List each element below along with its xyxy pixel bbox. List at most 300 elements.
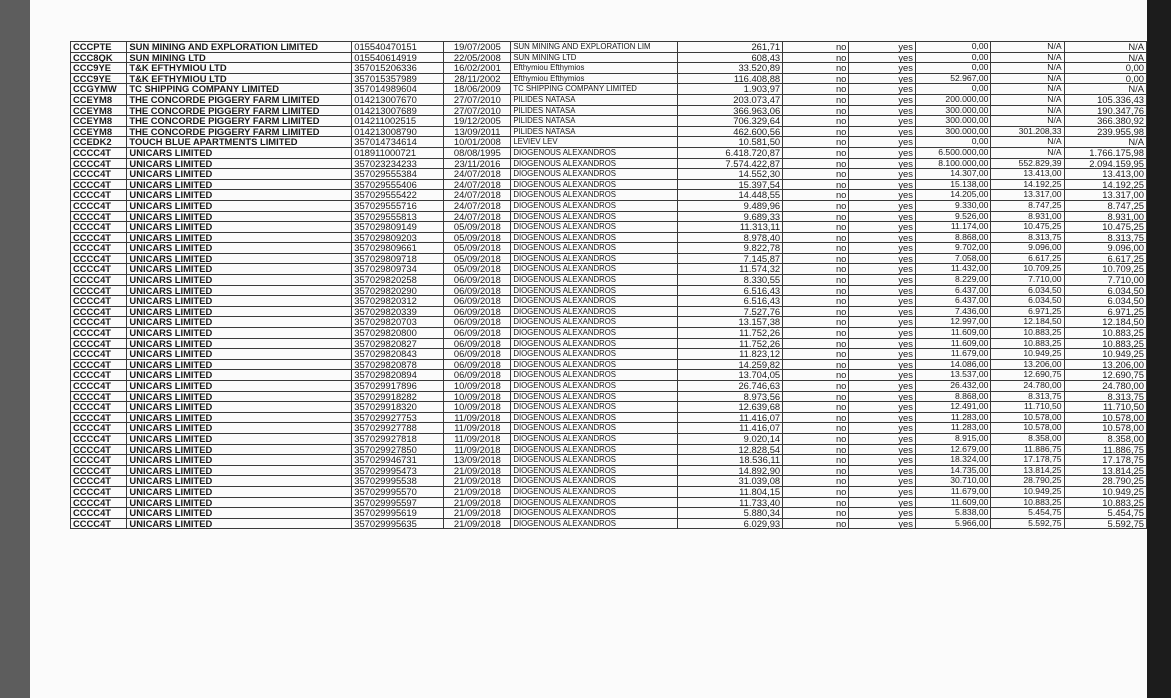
- cell-company: UNICARS LIMITED: [127, 158, 352, 169]
- cell-flag2: yes: [849, 211, 916, 222]
- cell-amount: 11.752,26: [677, 328, 783, 339]
- cell-value1: 9.702,00: [915, 243, 991, 254]
- cell-flag1: no: [783, 126, 849, 137]
- cell-value3: 366.380,92: [1064, 116, 1146, 127]
- cell-reg-no: 357015206336: [352, 63, 444, 74]
- cell-value2: 9.096,00: [991, 243, 1064, 254]
- cell-flag2: yes: [849, 105, 916, 116]
- cell-value2: 6.617,25: [991, 253, 1064, 264]
- records-table-body: [71, 42, 1147, 529]
- cell-amount: 31.039,08: [677, 476, 783, 487]
- cell-code: CCCC4T: [71, 232, 127, 243]
- cell-flag1: no: [783, 116, 849, 127]
- cell-value1: 0,00: [915, 84, 991, 95]
- cell-code: CCCC4T: [71, 349, 127, 360]
- cell-value1: 11.174,00: [915, 222, 991, 233]
- table-row: [71, 232, 1147, 243]
- cell-amount: 12.639,68: [677, 402, 783, 413]
- table-row: [71, 317, 1147, 328]
- cell-director: DIOGENOUS ALEXANDROS: [511, 253, 677, 264]
- cell-value3: N/A: [1064, 137, 1146, 148]
- cell-flag2: yes: [849, 497, 916, 508]
- cell-value2: 10.949,25: [991, 349, 1064, 360]
- cell-value3: 13.814,25: [1064, 465, 1146, 476]
- cell-value3: 10.883,25: [1064, 338, 1146, 349]
- cell-reg-no: 357029820339: [352, 306, 444, 317]
- table-row: [71, 63, 1147, 74]
- cell-date: 06/09/2018: [444, 359, 511, 370]
- cell-date: 05/09/2018: [444, 232, 511, 243]
- cell-company: UNICARS LIMITED: [127, 338, 352, 349]
- cell-value3: N/A: [1064, 52, 1146, 63]
- cell-reg-no: 357029820290: [352, 285, 444, 296]
- cell-company: UNICARS LIMITED: [127, 455, 352, 466]
- cell-flag1: no: [783, 179, 849, 190]
- cell-reg-no: 357029820258: [352, 275, 444, 286]
- cell-code: CCCPTE: [71, 42, 127, 53]
- cell-code: CCCC4T: [71, 497, 127, 508]
- table-row: [71, 190, 1147, 201]
- cell-code: CCEDK2: [71, 137, 127, 148]
- cell-flag1: no: [783, 200, 849, 211]
- cell-flag1: no: [783, 105, 849, 116]
- cell-date: 19/12/2005: [444, 116, 511, 127]
- cell-director: DIOGENOUS ALEXANDROS: [511, 518, 677, 529]
- table-row: [71, 402, 1147, 413]
- cell-flag1: no: [783, 285, 849, 296]
- cell-company: UNICARS LIMITED: [127, 412, 352, 423]
- page-edge-shadow: [1147, 0, 1171, 698]
- cell-flag2: yes: [849, 137, 916, 148]
- cell-flag2: yes: [849, 73, 916, 84]
- cell-amount: 7.527,76: [677, 306, 783, 317]
- cell-flag2: yes: [849, 381, 916, 392]
- cell-flag2: yes: [849, 200, 916, 211]
- cell-flag2: yes: [849, 232, 916, 243]
- cell-code: CCCC4T: [71, 264, 127, 275]
- cell-date: 27/07/2010: [444, 94, 511, 105]
- cell-director: DIOGENOUS ALEXANDROS: [511, 359, 677, 370]
- cell-code: CCCC4T: [71, 222, 127, 233]
- cell-code: CCCC4T: [71, 402, 127, 413]
- cell-code: CCCC4T: [71, 455, 127, 466]
- cell-director: DIOGENOUS ALEXANDROS: [511, 465, 677, 476]
- cell-flag2: yes: [849, 116, 916, 127]
- cell-code: CCCC4T: [71, 158, 127, 169]
- cell-flag1: no: [783, 497, 849, 508]
- cell-reg-no: 357029555406: [352, 179, 444, 190]
- cell-value3: 6.034,50: [1064, 296, 1146, 307]
- cell-company: UNICARS LIMITED: [127, 402, 352, 413]
- cell-flag2: yes: [849, 169, 916, 180]
- cell-value3: 24.780,00: [1064, 381, 1146, 392]
- table-row: [71, 94, 1147, 105]
- cell-director: DIOGENOUS ALEXANDROS: [511, 158, 677, 169]
- cell-director: DIOGENOUS ALEXANDROS: [511, 169, 677, 180]
- cell-value2: 10.578,00: [991, 423, 1064, 434]
- cell-flag1: no: [783, 476, 849, 487]
- cell-flag1: no: [783, 73, 849, 84]
- cell-director: DIOGENOUS ALEXANDROS: [511, 317, 677, 328]
- cell-reg-no: 357029927753: [352, 412, 444, 423]
- cell-date: 27/07/2010: [444, 105, 511, 116]
- table-row: [71, 243, 1147, 254]
- cell-value3: 9.096,00: [1064, 243, 1146, 254]
- cell-amount: 8.978,40: [677, 232, 783, 243]
- cell-reg-no: 014213007689: [352, 105, 444, 116]
- table-row: [71, 222, 1147, 233]
- cell-reg-no: 357029820878: [352, 359, 444, 370]
- cell-value1: 30.710,00: [915, 476, 991, 487]
- cell-code: CCCC4T: [71, 306, 127, 317]
- cell-date: 21/09/2018: [444, 465, 511, 476]
- cell-amount: 7.574.422,87: [677, 158, 783, 169]
- table-row: [71, 42, 1147, 53]
- cell-code: CCCC4T: [71, 381, 127, 392]
- cell-flag2: yes: [849, 264, 916, 275]
- cell-code: CCCC4T: [71, 211, 127, 222]
- cell-date: 06/09/2018: [444, 328, 511, 339]
- cell-director: Efthymiou Efthymios: [511, 63, 677, 74]
- cell-company: UNICARS LIMITED: [127, 444, 352, 455]
- cell-value1: 0,00: [915, 52, 991, 63]
- table-row: [71, 433, 1147, 444]
- cell-code: CCCC4T: [71, 486, 127, 497]
- cell-code: CCC8QK: [71, 52, 127, 63]
- cell-date: 10/01/2008: [444, 137, 511, 148]
- cell-code: CCCC4T: [71, 275, 127, 286]
- cell-value2: 14.192,25: [991, 179, 1064, 190]
- cell-flag2: yes: [849, 94, 916, 105]
- cell-reg-no: 014213008790: [352, 126, 444, 137]
- cell-flag2: yes: [849, 42, 916, 53]
- cell-director: PILIDES NATASA: [511, 105, 677, 116]
- cell-value3: 10.475,25: [1064, 222, 1146, 233]
- cell-code: CCEYM8: [71, 94, 127, 105]
- cell-reg-no: 357029820827: [352, 338, 444, 349]
- cell-flag2: yes: [849, 518, 916, 529]
- cell-flag1: no: [783, 359, 849, 370]
- cell-director: DIOGENOUS ALEXANDROS: [511, 497, 677, 508]
- cell-value1: 11.609,00: [915, 328, 991, 339]
- cell-value3: 11.710,50: [1064, 402, 1146, 413]
- cell-company: UNICARS LIMITED: [127, 222, 352, 233]
- cell-flag2: yes: [849, 391, 916, 402]
- cell-value3: 190.347,76: [1064, 105, 1146, 116]
- cell-amount: 11.752,26: [677, 338, 783, 349]
- cell-amount: 116.408,88: [677, 73, 783, 84]
- cell-reg-no: 357029995597: [352, 497, 444, 508]
- table-row: [71, 423, 1147, 434]
- cell-date: 21/09/2018: [444, 497, 511, 508]
- cell-value1: 300.000,00: [915, 126, 991, 137]
- cell-value1: 11.679,00: [915, 486, 991, 497]
- table-row: [71, 253, 1147, 264]
- cell-value3: 10.578,00: [1064, 412, 1146, 423]
- cell-flag1: no: [783, 84, 849, 95]
- cell-code: CCCC4T: [71, 328, 127, 339]
- cell-director: Efthymiou Efthymios: [511, 73, 677, 84]
- cell-director: DIOGENOUS ALEXANDROS: [511, 433, 677, 444]
- cell-flag2: yes: [849, 476, 916, 487]
- cell-date: 21/09/2018: [444, 486, 511, 497]
- cell-amount: 706.329,64: [677, 116, 783, 127]
- cell-reg-no: 357029927818: [352, 433, 444, 444]
- cell-flag1: no: [783, 306, 849, 317]
- cell-flag2: yes: [849, 455, 916, 466]
- cell-director: DIOGENOUS ALEXANDROS: [511, 412, 677, 423]
- cell-date: 10/09/2018: [444, 402, 511, 413]
- cell-value2: 11.886,75: [991, 444, 1064, 455]
- cell-value2: 12.184,50: [991, 317, 1064, 328]
- cell-company: UNICARS LIMITED: [127, 486, 352, 497]
- cell-director: DIOGENOUS ALEXANDROS: [511, 275, 677, 286]
- cell-value2: 5.454,75: [991, 508, 1064, 519]
- cell-company: UNICARS LIMITED: [127, 476, 352, 487]
- cell-date: 10/09/2018: [444, 381, 511, 392]
- cell-company: UNICARS LIMITED: [127, 296, 352, 307]
- cell-director: DIOGENOUS ALEXANDROS: [511, 508, 677, 519]
- cell-date: 13/09/2018: [444, 455, 511, 466]
- cell-value1: 5.838,00: [915, 508, 991, 519]
- cell-value1: 9.330,00: [915, 200, 991, 211]
- cell-reg-no: 357029809149: [352, 222, 444, 233]
- cell-value3: N/A: [1064, 84, 1146, 95]
- cell-value2: N/A: [991, 63, 1064, 74]
- cell-amount: 5.880,34: [677, 508, 783, 519]
- cell-reg-no: 015540614919: [352, 52, 444, 63]
- cell-value2: 10.578,00: [991, 412, 1064, 423]
- cell-director: PILIDES NATASA: [511, 116, 677, 127]
- cell-date: 11/09/2018: [444, 412, 511, 423]
- cell-flag1: no: [783, 486, 849, 497]
- cell-flag1: no: [783, 147, 849, 158]
- cell-value3: 7.710,00: [1064, 275, 1146, 286]
- cell-code: CCCC4T: [71, 253, 127, 264]
- cell-value1: 26.432,00: [915, 381, 991, 392]
- cell-flag1: no: [783, 455, 849, 466]
- cell-director: DIOGENOUS ALEXANDROS: [511, 200, 677, 211]
- cell-reg-no: 357029820312: [352, 296, 444, 307]
- cell-company: UNICARS LIMITED: [127, 349, 352, 360]
- cell-code: CCCC4T: [71, 433, 127, 444]
- cell-flag2: yes: [849, 147, 916, 158]
- cell-flag1: no: [783, 370, 849, 381]
- cell-code: CCCC4T: [71, 476, 127, 487]
- cell-director: DIOGENOUS ALEXANDROS: [511, 381, 677, 392]
- cell-date: 13/09/2011: [444, 126, 511, 137]
- cell-value1: 0,00: [915, 63, 991, 74]
- cell-company: UNICARS LIMITED: [127, 497, 352, 508]
- table-row: [71, 349, 1147, 360]
- table-row: [71, 476, 1147, 487]
- cell-company: UNICARS LIMITED: [127, 423, 352, 434]
- cell-reg-no: 357029927788: [352, 423, 444, 434]
- cell-director: DIOGENOUS ALEXANDROS: [511, 402, 677, 413]
- cell-reg-no: 357029555384: [352, 169, 444, 180]
- cell-amount: 14.892,90: [677, 465, 783, 476]
- cell-value2: 12.690,75: [991, 370, 1064, 381]
- cell-value3: 0,00: [1064, 63, 1146, 74]
- cell-value3: 11.886,75: [1064, 444, 1146, 455]
- cell-flag1: no: [783, 518, 849, 529]
- cell-value2: 13.317,00: [991, 190, 1064, 201]
- cell-reg-no: 357029820703: [352, 317, 444, 328]
- cell-company: UNICARS LIMITED: [127, 243, 352, 254]
- cell-reg-no: 357029555813: [352, 211, 444, 222]
- table-row: [71, 359, 1147, 370]
- cell-flag2: yes: [849, 317, 916, 328]
- table-row: [71, 455, 1147, 466]
- cell-director: SUN MINING LTD: [511, 52, 677, 63]
- cell-flag1: no: [783, 444, 849, 455]
- cell-value3: 14.192,25: [1064, 179, 1146, 190]
- cell-amount: 26.746,63: [677, 381, 783, 392]
- cell-date: 05/09/2018: [444, 243, 511, 254]
- cell-value1: 11.679,00: [915, 349, 991, 360]
- cell-reg-no: 357029809734: [352, 264, 444, 275]
- cell-flag1: no: [783, 243, 849, 254]
- cell-reg-no: 014213007670: [352, 94, 444, 105]
- cell-value1: 14.735,00: [915, 465, 991, 476]
- cell-date: 24/07/2018: [444, 190, 511, 201]
- cell-code: CCGYMW: [71, 84, 127, 95]
- cell-flag1: no: [783, 63, 849, 74]
- table-row: [71, 444, 1147, 455]
- cell-reg-no: 357029995473: [352, 465, 444, 476]
- cell-director: DIOGENOUS ALEXANDROS: [511, 222, 677, 233]
- cell-value2: 13.814,25: [991, 465, 1064, 476]
- cell-value2: N/A: [991, 105, 1064, 116]
- cell-amount: 9.489,96: [677, 200, 783, 211]
- cell-value1: 6.437,00: [915, 285, 991, 296]
- cell-flag2: yes: [849, 370, 916, 381]
- table-row: [71, 296, 1147, 307]
- cell-value1: 8.915,00: [915, 433, 991, 444]
- cell-amount: 608,43: [677, 52, 783, 63]
- cell-flag1: no: [783, 42, 849, 53]
- table-row: [71, 328, 1147, 339]
- cell-director: DIOGENOUS ALEXANDROS: [511, 338, 677, 349]
- cell-value1: 12.997,00: [915, 317, 991, 328]
- cell-date: 11/09/2018: [444, 433, 511, 444]
- table-row: [71, 116, 1147, 127]
- cell-date: 06/09/2018: [444, 370, 511, 381]
- cell-code: CCCC4T: [71, 285, 127, 296]
- cell-code: CCEYM8: [71, 105, 127, 116]
- cell-reg-no: 357015357989: [352, 73, 444, 84]
- cell-flag1: no: [783, 423, 849, 434]
- cell-company: UNICARS LIMITED: [127, 508, 352, 519]
- cell-code: CCCC4T: [71, 359, 127, 370]
- table-row: [71, 73, 1147, 84]
- cell-company: UNICARS LIMITED: [127, 518, 352, 529]
- cell-value1: 14.205,00: [915, 190, 991, 201]
- cell-value3: 8.358,00: [1064, 433, 1146, 444]
- table-row: [71, 306, 1147, 317]
- cell-reg-no: 357014734614: [352, 137, 444, 148]
- cell-value2: N/A: [991, 147, 1064, 158]
- cell-flag2: yes: [849, 190, 916, 201]
- cell-amount: 11.416,07: [677, 412, 783, 423]
- cell-director: TC SHIPPING COMPANY LIMITED: [511, 84, 677, 95]
- cell-amount: 13.704,05: [677, 370, 783, 381]
- cell-company: UNICARS LIMITED: [127, 359, 352, 370]
- cell-value1: 300.000,00: [915, 105, 991, 116]
- cell-flag1: no: [783, 137, 849, 148]
- cell-company: UNICARS LIMITED: [127, 285, 352, 296]
- cell-value3: 28.790,25: [1064, 476, 1146, 487]
- cell-reg-no: 357029995570: [352, 486, 444, 497]
- cell-reg-no: 357029995619: [352, 508, 444, 519]
- cell-date: 06/09/2018: [444, 317, 511, 328]
- cell-amount: 14.259,82: [677, 359, 783, 370]
- cell-code: CCCC4T: [71, 338, 127, 349]
- cell-value2: 24.780,00: [991, 381, 1064, 392]
- cell-flag1: no: [783, 328, 849, 339]
- cell-date: 06/09/2018: [444, 338, 511, 349]
- cell-flag2: yes: [849, 296, 916, 307]
- cell-value2: 10.883,25: [991, 328, 1064, 339]
- cell-value3: 13.413,00: [1064, 169, 1146, 180]
- table-row: [71, 508, 1147, 519]
- cell-value3: 8.313,75: [1064, 232, 1146, 243]
- cell-reg-no: 357029917896: [352, 381, 444, 392]
- cell-amount: 462.600,56: [677, 126, 783, 137]
- cell-amount: 11.733,40: [677, 497, 783, 508]
- cell-reg-no: 357029918320: [352, 402, 444, 413]
- cell-director: DIOGENOUS ALEXANDROS: [511, 232, 677, 243]
- cell-amount: 18.536,11: [677, 455, 783, 466]
- cell-date: 11/09/2018: [444, 444, 511, 455]
- cell-company: THE CONCORDE PIGGERY FARM LIMITED: [127, 126, 352, 137]
- cell-director: DIOGENOUS ALEXANDROS: [511, 476, 677, 487]
- cell-code: CCCC4T: [71, 508, 127, 519]
- cell-value3: 10.883,25: [1064, 497, 1146, 508]
- cell-flag2: yes: [849, 402, 916, 413]
- cell-value2: N/A: [991, 116, 1064, 127]
- cell-date: 24/07/2018: [444, 200, 511, 211]
- cell-value2: N/A: [991, 84, 1064, 95]
- cell-code: CCC9YE: [71, 73, 127, 84]
- table-row: [71, 126, 1147, 137]
- cell-flag1: no: [783, 211, 849, 222]
- cell-value3: 105.336,43: [1064, 94, 1146, 105]
- cell-director: DIOGENOUS ALEXANDROS: [511, 328, 677, 339]
- table-row: [71, 179, 1147, 190]
- cell-amount: 33.520,89: [677, 63, 783, 74]
- table-row: [71, 275, 1147, 286]
- cell-company: SUN MINING AND EXPLORATION LIMITED: [127, 42, 352, 53]
- cell-date: 21/09/2018: [444, 518, 511, 529]
- cell-value1: 7.436,00: [915, 306, 991, 317]
- cell-value3: 10.949,25: [1064, 486, 1146, 497]
- table-row: [71, 211, 1147, 222]
- cell-director: DIOGENOUS ALEXANDROS: [511, 486, 677, 497]
- cell-company: TOUCH BLUE APARTMENTS LIMITED: [127, 137, 352, 148]
- cell-flag1: no: [783, 264, 849, 275]
- cell-flag2: yes: [849, 412, 916, 423]
- cell-value1: 11.283,00: [915, 423, 991, 434]
- cell-date: 22/05/2008: [444, 52, 511, 63]
- cell-value2: 8.313,75: [991, 391, 1064, 402]
- cell-flag2: yes: [849, 63, 916, 74]
- cell-value3: 10.949,25: [1064, 349, 1146, 360]
- cell-flag1: no: [783, 391, 849, 402]
- cell-value1: 7.058,00: [915, 253, 991, 264]
- cell-value1: 8.868,00: [915, 232, 991, 243]
- table-row: [71, 285, 1147, 296]
